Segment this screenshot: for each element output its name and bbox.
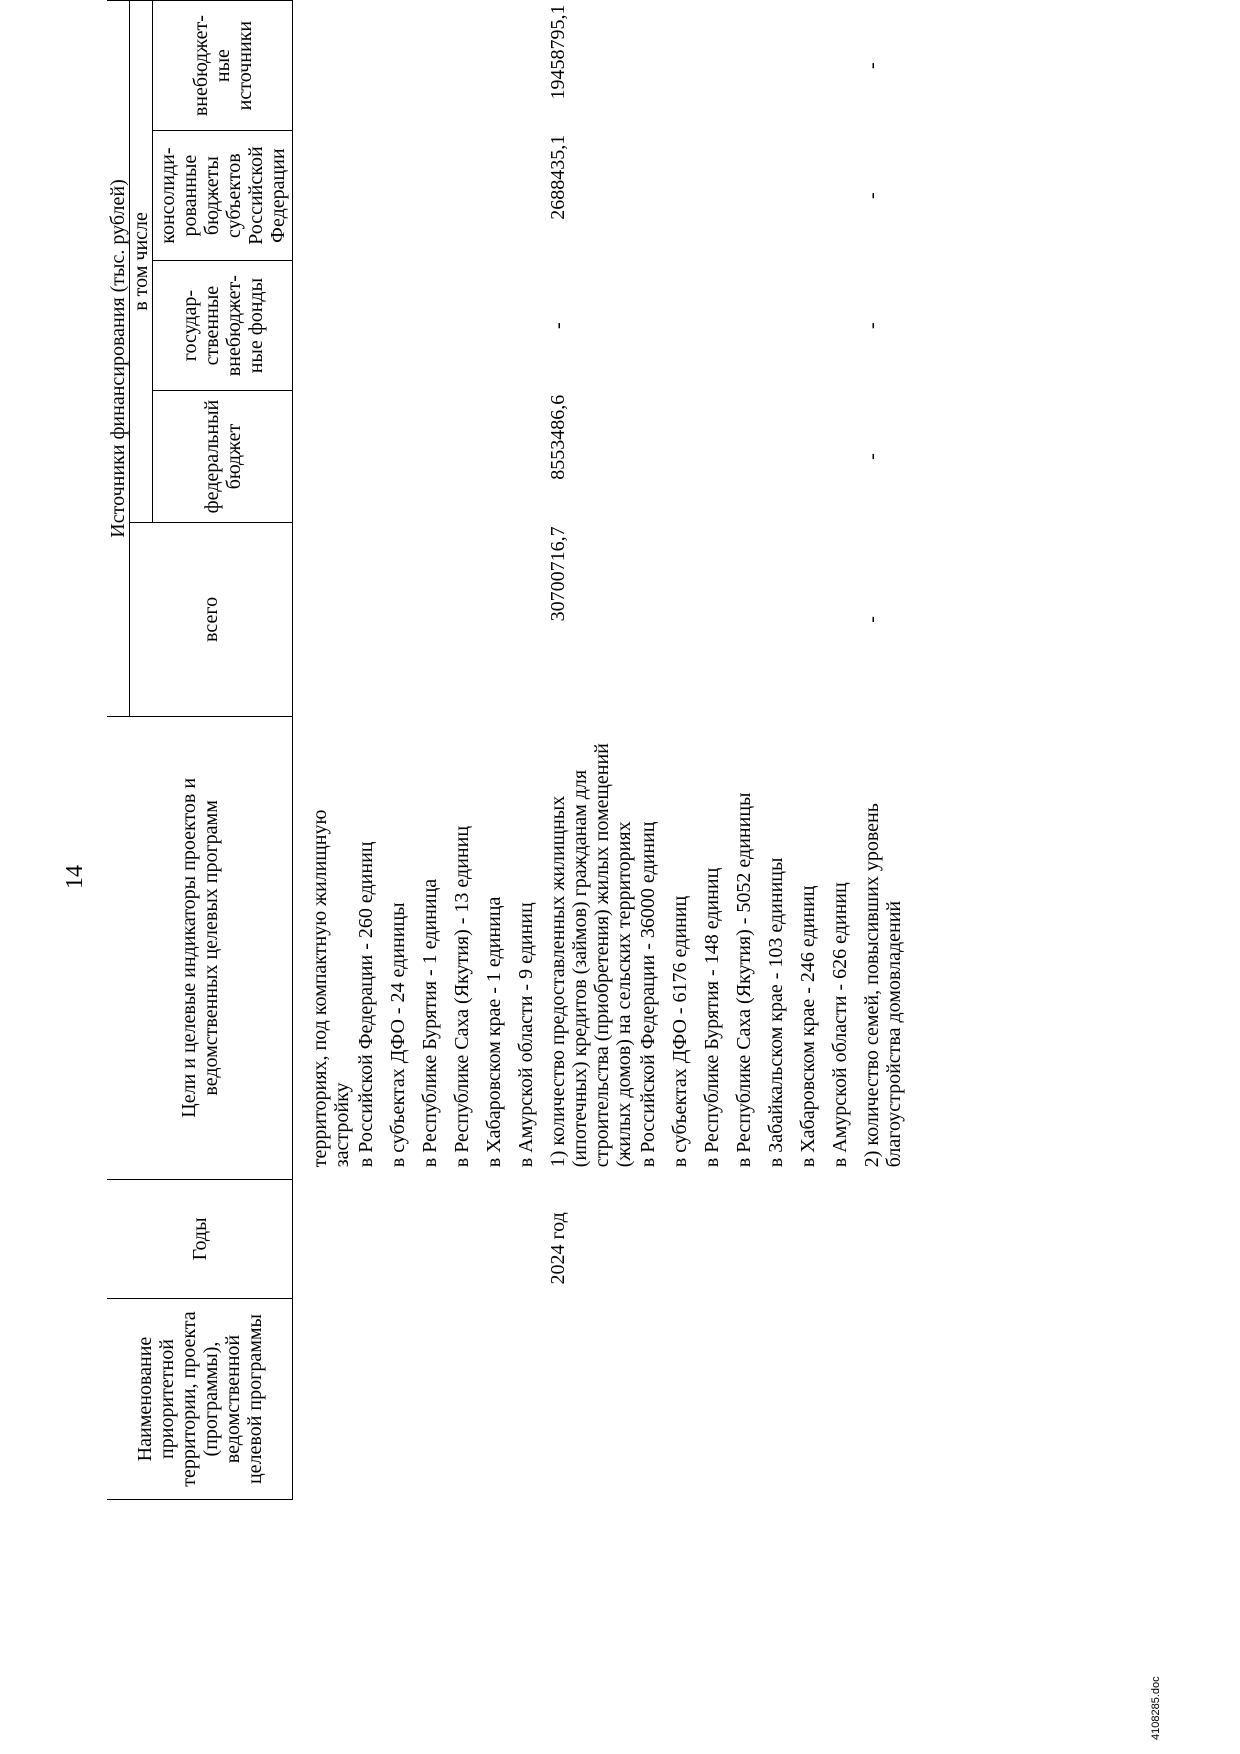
indicator-title: 2) количество семей, повысивших уровень благоустройства домовладений <box>861 803 905 1168</box>
header-extra-budget: внебюджет-ные источники <box>153 1 293 131</box>
state-funds-value: - <box>861 322 883 329</box>
financing-table <box>107 0 907 1500</box>
total-value: - <box>861 616 883 623</box>
header-state-funds: государ-ственные внебюджет-ные фонды <box>153 261 293 391</box>
federal-value: 8553486,6 <box>547 394 569 480</box>
federal-value: - <box>861 453 883 460</box>
goal-line: в Республике Саха (Якутия) - 5052 единицы <box>733 792 755 1168</box>
goal-line: в Амурской области - 626 единиц <box>829 882 851 1168</box>
indicator-title: 1) количество предоставленных жилищных (ипотечных) кредитов (займов) гражданам для строительства (приобретения) жилых помещений (жилых домов) на сельских территориях <box>547 743 635 1168</box>
header-years: Годы <box>107 1179 293 1298</box>
table-row-2024-indicator-2 <box>861 1 907 1500</box>
goal-line: в Амурской области - 9 единиц <box>515 902 537 1168</box>
continuation-goals <box>309 716 547 1179</box>
extra-budget-value: - <box>861 62 883 69</box>
header-including: в том числе <box>130 1 153 523</box>
goal-line: в субъектах ДФО - 24 единицы <box>387 902 409 1168</box>
goal-line: территориях, под компактную жилищную застройку <box>309 809 353 1168</box>
consolidated-value: 2688435,1 <box>547 134 569 220</box>
year-cell: 2024 год <box>547 1212 569 1285</box>
header-name: Наименование приоритетной территории, проекта (программы), ведомственной целевой программы <box>107 1299 293 1500</box>
extra-budget-value: 19458795,1 <box>547 4 569 100</box>
goal-line: в Российской Федерации - 260 единиц <box>355 841 377 1168</box>
table-row-2024-indicator-1 <box>547 1 861 1500</box>
goal-line: в Республике Саха (Якутия) - 13 единиц <box>451 825 473 1168</box>
footer-filename: 4108285.doc <box>1150 1676 1162 1740</box>
header-consolidated-budgets: консолиди-рованные бюджеты субъектов Российской Федерации <box>153 131 293 261</box>
header-financing-sources: Источники финансирования (тыс. рублей) <box>107 1 130 717</box>
goal-line: в Забайкальском крае - 103 единицы <box>765 857 787 1168</box>
indicator-2-goals <box>861 716 907 1179</box>
consolidated-value: - <box>861 192 883 199</box>
indicator-1-goals <box>547 716 861 1179</box>
goal-line: в Хабаровском крае - 246 единиц <box>797 885 819 1168</box>
header-federal-budget: федеральный бюджет <box>153 391 293 523</box>
table-row-continuation <box>309 1 547 1500</box>
page-number: 14 <box>62 865 88 889</box>
total-value: 30700716,7 <box>547 526 569 622</box>
goal-line: в субъектах ДФО - 6176 единиц <box>669 895 691 1168</box>
goal-line: в Российской Федерации - 36000 единиц <box>637 821 659 1168</box>
header-goals: Цели и целевые индикаторы проектов и ведомственных целевых программ <box>107 716 293 1179</box>
goal-line: в Хабаровском крае - 1 единица <box>483 896 505 1168</box>
goal-line: в Республике Бурятия - 1 единица <box>419 878 441 1168</box>
goal-line: в Республике Бурятия - 148 единиц <box>701 867 723 1168</box>
state-funds-value: - <box>547 322 569 329</box>
header-total: всего <box>130 522 293 716</box>
